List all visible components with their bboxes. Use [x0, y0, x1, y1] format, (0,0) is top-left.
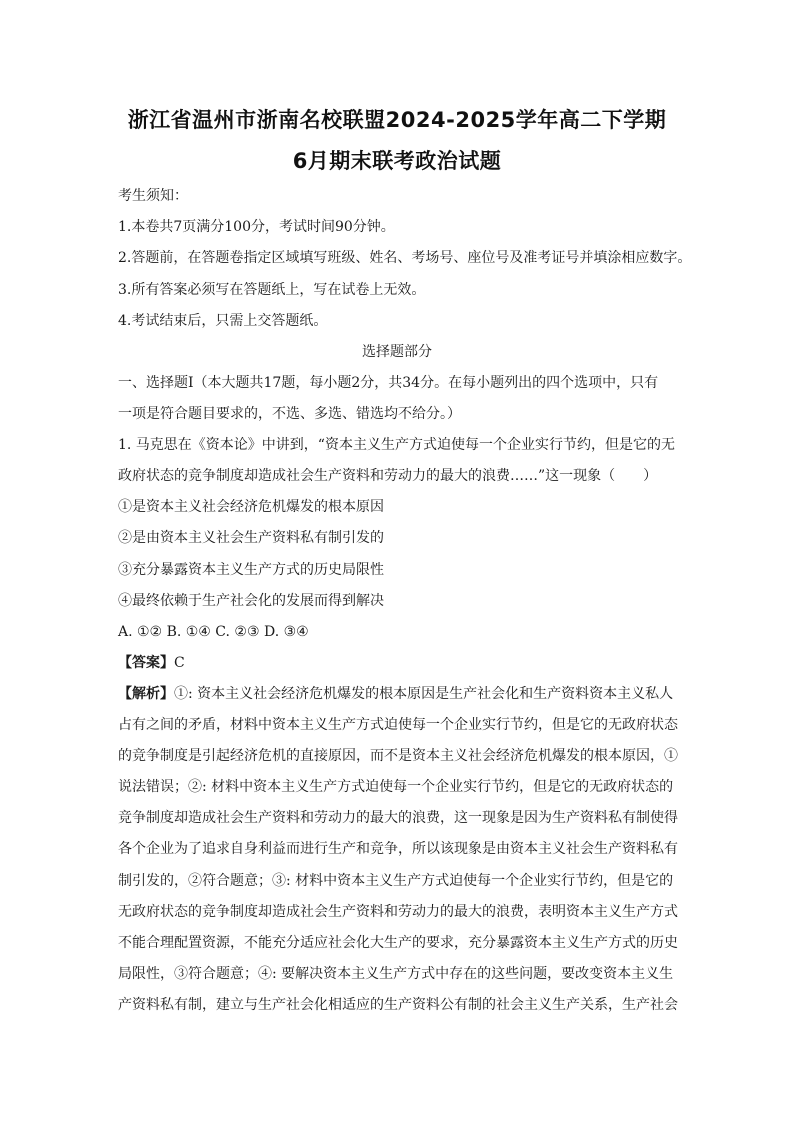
analysis-label: 【解析】 [118, 686, 174, 702]
analysis-text: 的竞争制度是引起经济危机的直接原因，而不是资本主义社会经济危机爆发的根本原因，① [118, 748, 678, 764]
answer-value: C [174, 655, 185, 671]
section-title: 选择题部分 [362, 344, 432, 360]
question-stem: 政府状态的竞争制度却造成社会生产资料和劳动力的最大的浪费……”这一现象（ ） [118, 468, 658, 484]
analysis-text: 竞争制度却造成社会生产资料和劳动力的最大的浪费，这一现象是因为生产资料私有制使得 [118, 810, 678, 826]
analysis-text: 说法错误；②: 材料中资本主义生产方式迫使每一个企业实行节约，但是它的无政府状态的 [118, 779, 674, 795]
notice-item: 2.答题前，在答题卷指定区域填写班级、姓名、考场号、座位号及准考证号并填涂相应数字。 [118, 250, 692, 266]
notice-item: 3.所有答案必须写在答题纸上，写在试卷上无效。 [118, 282, 426, 298]
section-instruction: 一、选择题Ⅰ（本大题共17题，每小题2分，共34分。在每小题列出的四个选项中，只有 [118, 375, 659, 391]
notice-item: 4.考试结束后，只需上交答题纸。 [118, 313, 328, 329]
analysis-text: 制引发的，②符合题意；③: 材料中资本主义生产方式迫使每一个企业实行节约，但是它的 [118, 873, 674, 889]
page-title-line1: 浙江省温州市浙南名校联盟2024-2025学年高二下学期 [127, 108, 667, 132]
question-statement: ②是由资本主义社会生产资料私有制引发的 [118, 530, 384, 546]
question-options: A. ①② B. ①④ C. ②③ D. ③④ [118, 624, 309, 640]
analysis-text: 不能合理配置资源，不能充分适应社会化大生产的要求，充分暴露资本主义生产方式的历史 [118, 935, 678, 951]
question-statement: ③充分暴露资本主义生产方式的历史局限性 [118, 562, 384, 578]
notice-item: 1.本卷共7页满分100分，考试时间90分钟。 [118, 219, 395, 235]
question-statement: ①是资本主义社会经济危机爆发的根本原因 [118, 499, 384, 515]
question-statement: ④最终依赖于生产社会化的发展而得到解决 [118, 593, 384, 609]
analysis-line [118, 684, 673, 704]
analysis-text: ①: 资本主义社会经济危机爆发的根本原因是生产社会化和生产资料资本主义私人 [174, 686, 674, 702]
analysis-text: 占有之间的矛盾，材料中资本主义生产方式迫使每一个企业实行节约，但是它的无政府状态 [118, 717, 678, 733]
question-stem: 1. 马克思在《资本论》中讲到，“资本主义生产方式迫使每一个企业实行节约，但是它的无 [118, 437, 675, 453]
analysis-text: 各个企业为了追求自身利益而进行生产和竞争，所以该现象是由资本主义社会生产资料私有 [118, 841, 678, 857]
analysis-text: 局限性，③符合题意；④: 要解决资本主义生产方式中存在的这些问题，要改变资本主义生 [118, 966, 674, 982]
notice-heading: 考生须知： [118, 188, 188, 204]
answer-line [118, 653, 185, 673]
analysis-text: 产资料私有制，建立与生产社会化相适应的生产资料公有制的社会主义生产关系，生产社会 [118, 997, 678, 1013]
page-title-line2: 6月期末联考政治试题 [292, 149, 502, 173]
section-instruction: 一项是符合题目要求的，不选、多选、错选均不给分。） [118, 406, 461, 422]
answer-label: 【答案】 [118, 655, 174, 671]
analysis-text: 无政府状态的竞争制度却造成社会生产资料和劳动力的最大的浪费，表明资本主义生产方式 [118, 904, 678, 920]
